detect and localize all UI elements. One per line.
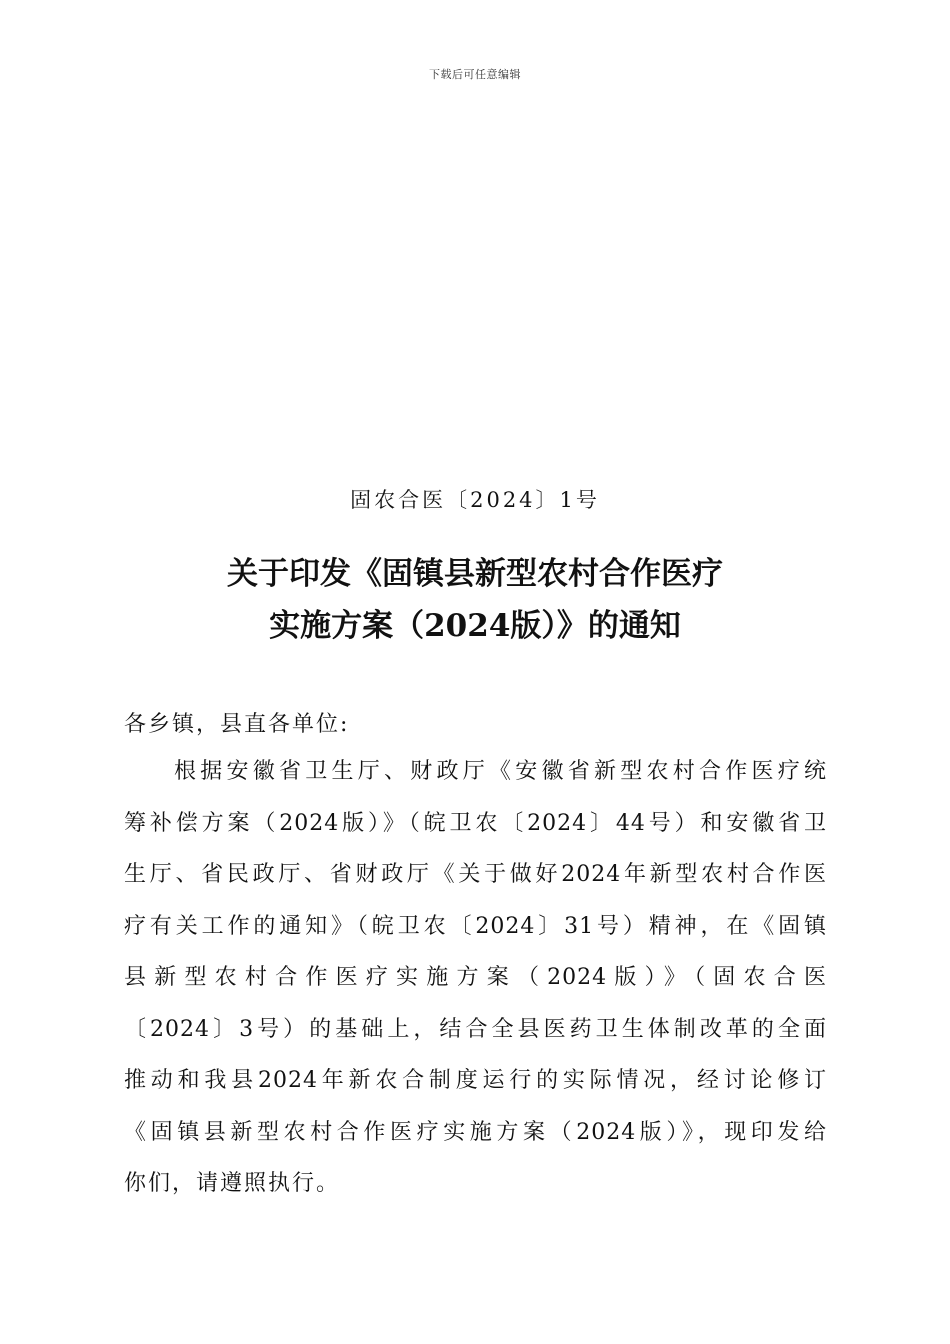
body-line: 生厅、省民政厅、省财政厅《关于做好2024年新型农村合作医 [124, 862, 827, 887]
document-title [0, 548, 950, 652]
document-number: 固农合医〔2024〕1号 [350, 488, 600, 512]
header-note: 下载后可任意编辑 [429, 68, 521, 81]
title-line-2: 实施方案（2024版）》的通知 [269, 608, 681, 644]
body-line: 〔2024〕3号）的基础上，结合全县医药卫生体制改革的全面 [124, 1016, 827, 1042]
body-line: 推动和我县2024年新农合制度运行的实际情况，经讨论修订 [124, 1068, 827, 1093]
title-line-1: 关于印发《固镇县新型农村合作医疗 [227, 556, 723, 592]
body-line: 《固镇县新型农村合作医疗实施方案（2024版）》，现印发给 [124, 1119, 827, 1145]
body-line: 你们，请遵照执行。 [124, 1171, 341, 1196]
body-line: 疗有关工作的通知》（皖卫农〔2024〕31号）精神，在《固镇 [124, 913, 827, 939]
body-paragraph [124, 752, 827, 1216]
body-line: 筹补偿方案（2024版）》（皖卫农〔2024〕44号）和安徽省卫 [124, 810, 827, 836]
body-line: 根据安徽省卫生厅、财政厅《安徽省新型农村合作医疗统 [174, 759, 827, 784]
body-line: 县新型农村合作医疗实施方案（2024版）》（固农合医 [124, 965, 827, 990]
salutation: 各乡镇，县直各单位: [124, 712, 350, 737]
